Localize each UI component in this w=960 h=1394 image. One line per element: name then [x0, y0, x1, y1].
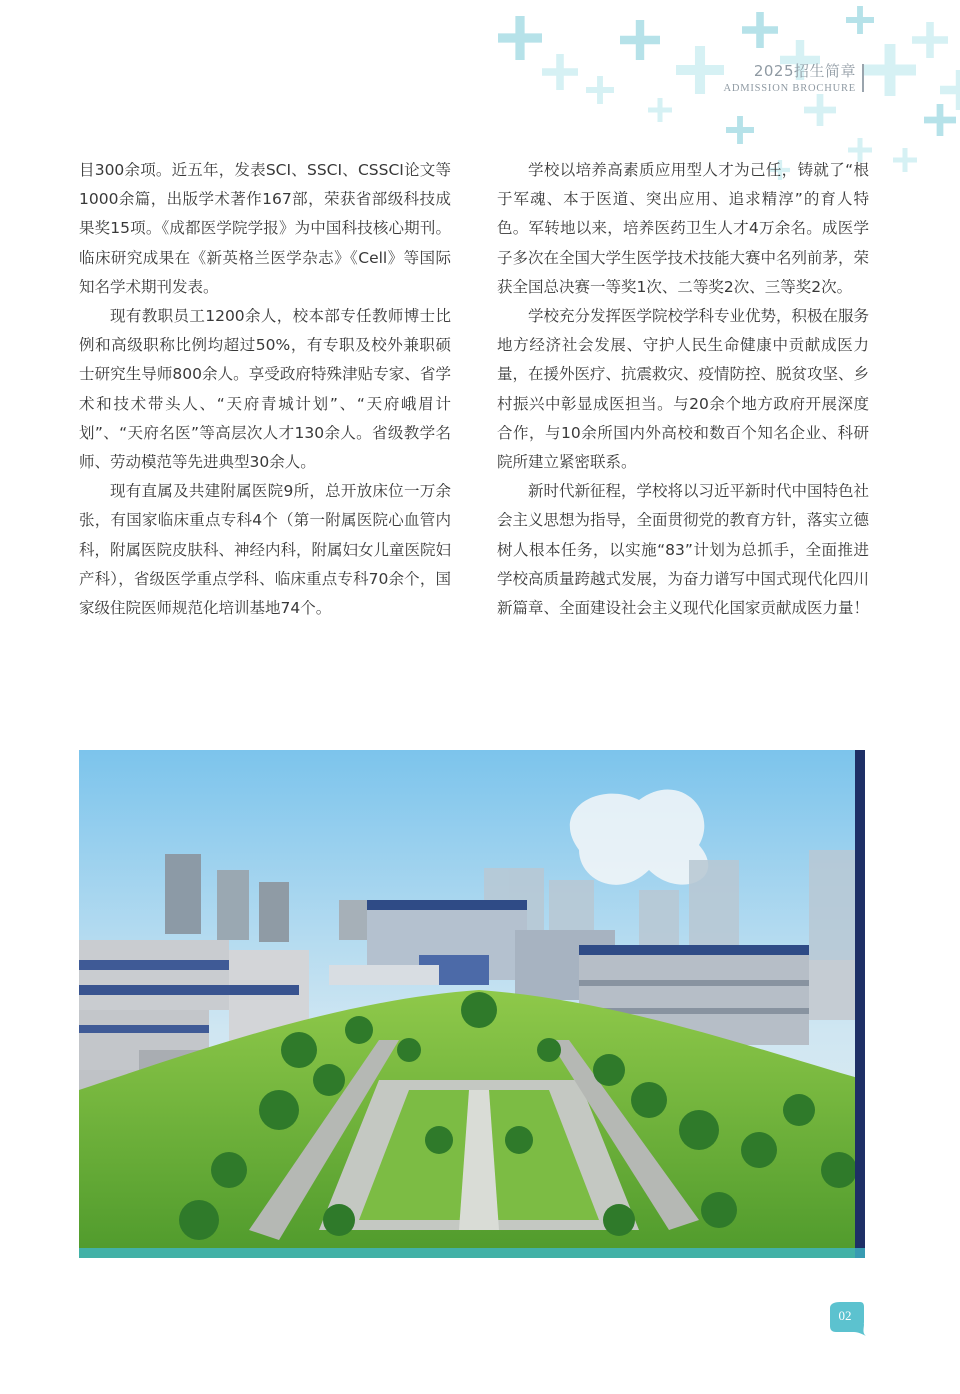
- decorative-cross: [912, 22, 948, 58]
- decorative-cross: [726, 116, 754, 144]
- header-divider: [862, 64, 864, 92]
- decorative-cross: [924, 104, 956, 136]
- decorative-cross: [542, 54, 578, 90]
- paragraph: 学校充分发挥医学院校学科专业优势，积极在服务地方经济社会发展、守护人民生命健康中贡献成医力量，在援外医疗、抗震救灾、疫情防控、脱贫攻坚、乡村振兴中彰显成医担当。与20余个地方政府开展深度合作，与10余所国内外高校和数百个知名企业、科研院所建立紧密联系。: [497, 307, 870, 472]
- decorative-cross: [586, 76, 614, 104]
- decorative-cross: [804, 94, 836, 126]
- decorative-cross: [893, 148, 917, 172]
- right-text-column: [497, 156, 869, 623]
- decorative-cross: [648, 98, 672, 122]
- frame-accent: [855, 750, 865, 1258]
- cloud: [570, 789, 708, 884]
- decorative-cross: [846, 6, 874, 34]
- brochure-header: [723, 60, 856, 94]
- paragraph: 现有教职员工1200余人，校本部专任教师博士比例和高级职称比例均超过50%，有专职及校外兼职硕士研究生导师800余人。享受政府特殊津贴专家、省学术和技术带头人、“天府青城计划”、“天府峨眉计划”、“天府名医”等高层次人才130余人。省级教学名师、劳动模范等先进典型30余人。: [79, 307, 451, 472]
- left-text-column: [79, 156, 451, 623]
- paragraph: 学校以培养高素质应用型人才为己任，铸就了“根于军魂、本于医道、突出应用、追求精淳”的育人特色。军转地以来，培养医药卫生人才4万余名。成医学子多次在全国大学生医学技术技能大赛中名列前茅，荣获全国总决赛一等奖1次、二等奖2次、三等奖2次。: [497, 161, 870, 296]
- page-number: [826, 1302, 866, 1336]
- campus-aerial-illustration: [79, 750, 865, 1258]
- paragraph: 新时代新征程，学校将以习近平新时代中国特色社会主义思想为指导，全面贯彻党的教育方针，落实立德树人根本任务，以实施“83”计划为总抓手，全面推进学校高质量跨越式发展，为奋力谱写中国式现代化四川新篇章、全面建设社会主义现代化国家贡献成医力量！: [497, 482, 870, 618]
- decorative-cross: [742, 12, 778, 48]
- decorative-cross: [498, 16, 542, 60]
- brochure-subtitle: ADMISSION BROCHURE: [723, 83, 856, 94]
- paragraph: 目300余项。近五年，发表SCI、SSCI、CSSCI论文等1000余篇，出版学术著作167部，荣获省部级科技成果奖15项。《成都医学院学报》为中国科技核心期刊。临床研究成果在《新英格兰医学杂志》《Cell》等国际知名学术期刊发表。: [79, 161, 451, 296]
- brochure-title: 2025招生简章: [753, 62, 856, 80]
- decorative-cross: [676, 46, 724, 94]
- decorative-cross: [620, 20, 660, 60]
- campus-photo: [79, 750, 865, 1258]
- frame-accent-bottom: [79, 1248, 865, 1258]
- page-number-text: 02: [838, 1308, 852, 1323]
- decorative-cross: [864, 44, 916, 96]
- paragraph: 现有直属及共建附属医院9所，总开放床位一万余张，有国家临床重点专科4个（第一附属医院心血管内科，附属医院皮肤科、神经内科，附属妇女儿童医院妇产科），省级医学重点学科、临床重点专科70余个，国家级住院医师规范化培训基地74个。: [79, 482, 452, 618]
